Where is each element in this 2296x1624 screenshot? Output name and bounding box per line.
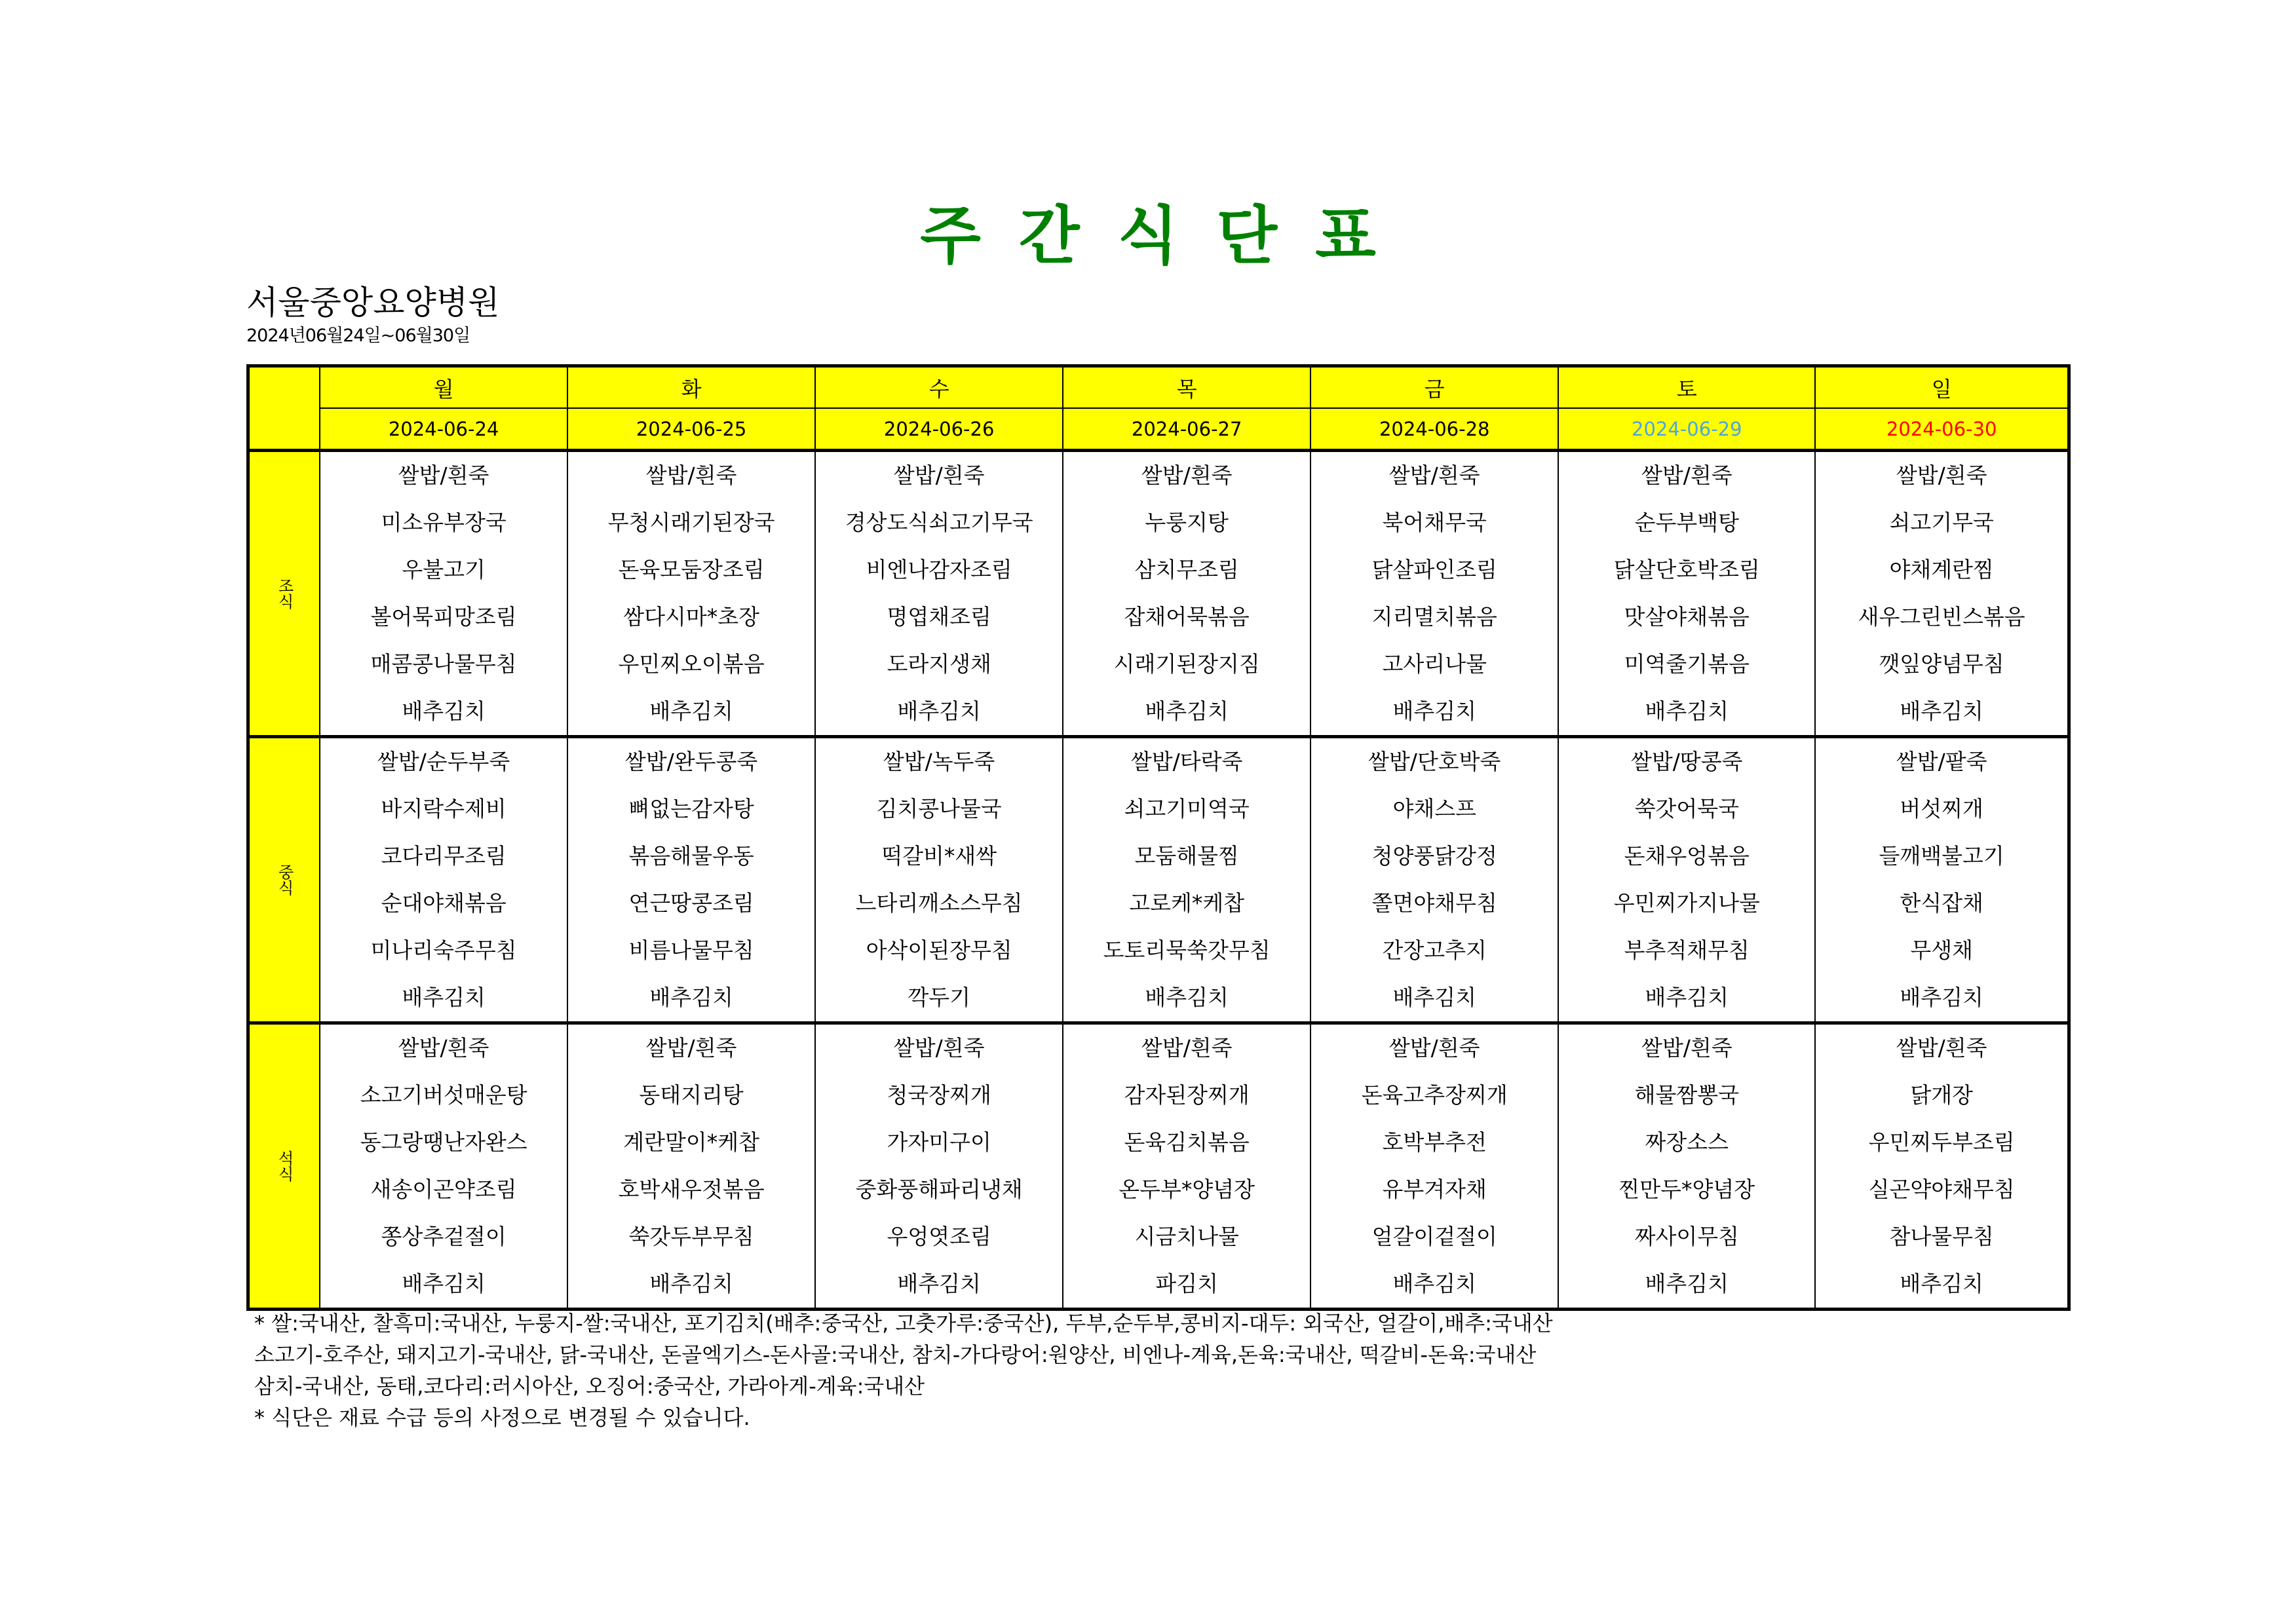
day-header-row xyxy=(248,366,2069,409)
dish-item: 볼어묵피망조림 xyxy=(370,604,517,630)
date-header-row xyxy=(248,408,2069,451)
dish-item: 명엽채조림 xyxy=(887,604,991,630)
dish-item: 배추김치 xyxy=(1145,698,1229,724)
meal-label: 중식 xyxy=(275,864,294,896)
dish-item: 연근땅콩조림 xyxy=(628,890,754,916)
dish-item: 동그랑땡난자완스 xyxy=(360,1129,527,1155)
dish-item: 미역줄기볶음 xyxy=(1624,651,1750,677)
menu-cell xyxy=(1558,451,1815,737)
dish-item: 파김치 xyxy=(1155,1271,1218,1296)
dish-item: 지리멸치볶음 xyxy=(1371,604,1497,630)
dish-item: 볶음해물우동 xyxy=(628,843,754,869)
dish-item: 호박새우젓볶음 xyxy=(618,1177,765,1202)
day-date-cell: 2024-06-28 xyxy=(1311,408,1558,451)
menu-cell xyxy=(815,1023,1063,1310)
menu-cell xyxy=(1063,737,1311,1023)
dish-item: 배추김치 xyxy=(1900,698,1983,724)
note-line: * 식단은 재료 수급 등의 사정으로 변경될 수 있습니다. xyxy=(254,1405,750,1430)
dish-item: 새송이곤약조림 xyxy=(370,1177,517,1202)
dish-item: 쫄면야채무침 xyxy=(1371,890,1497,916)
dish-item: 순대야채볶음 xyxy=(381,890,507,916)
dish-item: 배추김치 xyxy=(1392,985,1476,1010)
dish-item: 야채계란찜 xyxy=(1889,557,1994,582)
menu-cell xyxy=(1063,451,1311,737)
menu-cell xyxy=(815,451,1063,737)
dish-item: 맛살야채볶음 xyxy=(1624,604,1750,630)
dish-item: 실곤약야채무침 xyxy=(1868,1177,2015,1202)
dish-item: 쌀밥/흰죽 xyxy=(645,1035,737,1061)
meal-label: 조식 xyxy=(275,578,294,609)
notes xyxy=(254,1308,1553,1433)
day-name-cell: 일 xyxy=(1815,366,2069,409)
dish-item: 쌀밥/흰죽 xyxy=(398,463,489,488)
dish-item: 해물짬뽕국 xyxy=(1634,1082,1739,1108)
day-date-cell: 2024-06-25 xyxy=(567,408,815,451)
dish-item: 쌀밥/흰죽 xyxy=(1896,1035,1987,1061)
dish-item: 쌀밥/흰죽 xyxy=(1141,463,1233,488)
menu-cell xyxy=(567,737,815,1023)
dish-item: 쌀밥/흰죽 xyxy=(645,463,737,488)
meal-row xyxy=(248,451,2069,737)
dish-item: 모둠해물찜 xyxy=(1134,843,1239,869)
dish-item: 떡갈비*새싹 xyxy=(881,843,997,869)
dish-item: 도라지생채 xyxy=(887,651,991,677)
note-line: 삼치-국내산, 동태,코다리:러시아산, 오징어:중국산, 가라아게-계육:국내산 xyxy=(254,1374,925,1399)
note-line: * 쌀:국내산, 찰흑미:국내산, 누룽지-쌀:국내산, 포기김치(배추:중국산, 고춧가루:중국산), 두부,순두부,콩비지-대두: 외국산, 얼갈이,배추:국내산 xyxy=(254,1311,1553,1336)
dish-item: 짜사이무침 xyxy=(1634,1224,1739,1249)
menu-cell xyxy=(1815,451,2069,737)
dish-item: 북어채무국 xyxy=(1382,510,1487,535)
dish-item: 쇠고기무국 xyxy=(1889,510,1994,535)
dish-item: 새우그린빈스볶음 xyxy=(1858,604,2025,630)
dish-item: 미소유부장국 xyxy=(381,510,507,535)
meal-row xyxy=(248,737,2069,1023)
dish-item: 배추김치 xyxy=(1392,1271,1476,1296)
day-name-cell: 토 xyxy=(1558,366,1815,409)
dish-item: 중화풍해파리냉채 xyxy=(855,1177,1023,1202)
dish-item: 찐만두*양념장 xyxy=(1618,1177,1755,1202)
dish-item: 쌀밥/타락죽 xyxy=(1130,749,1243,774)
dish-item: 쌀밥/땅콩죽 xyxy=(1631,749,1743,774)
dish-item: 우엉엿조림 xyxy=(887,1224,991,1249)
day-date-cell: 2024-06-26 xyxy=(815,408,1063,451)
dish-item: 쌀밥/흰죽 xyxy=(1388,463,1480,488)
dish-item: 코다리무조림 xyxy=(381,843,507,869)
menu-cell xyxy=(1311,737,1558,1023)
dish-item: 닭개장 xyxy=(1910,1082,1973,1108)
dish-item: 배추김치 xyxy=(897,1271,981,1296)
dish-item: 배추김치 xyxy=(1645,698,1729,724)
menu-cell xyxy=(320,451,567,737)
dish-item: 쌀밥/흰죽 xyxy=(893,463,985,488)
dish-item: 배추김치 xyxy=(1392,698,1476,724)
dish-item: 얼갈이겉절이 xyxy=(1371,1224,1497,1249)
menu-period: 2024년06월24일~06월30일 xyxy=(246,326,470,346)
dish-item: 순두부백탕 xyxy=(1634,510,1739,535)
meal-row xyxy=(248,1023,2069,1310)
day-name-cell: 수 xyxy=(815,366,1063,409)
dish-item: 배추김치 xyxy=(1900,1271,1983,1296)
dish-item: 시래기된장지짐 xyxy=(1113,651,1260,677)
dish-item: 도토리묵쑥갓무침 xyxy=(1103,937,1271,963)
dish-item: 야채스프 xyxy=(1392,796,1476,821)
dish-item: 느타리깨소스무침 xyxy=(855,890,1023,916)
day-name-cell: 월 xyxy=(320,366,567,409)
dish-item: 돈채우엉볶음 xyxy=(1624,843,1750,869)
dish-item: 돈육김치볶음 xyxy=(1124,1129,1250,1155)
dish-item: 호박부추전 xyxy=(1382,1129,1487,1155)
dish-item: 김치콩나물국 xyxy=(876,796,1002,821)
dish-item: 배추김치 xyxy=(649,985,733,1010)
dish-item: 쌀밥/단호박죽 xyxy=(1368,749,1501,774)
meal-label-cell xyxy=(248,737,320,1023)
dish-item: 시금치나물 xyxy=(1134,1224,1239,1249)
dish-item: 배추김치 xyxy=(402,985,486,1010)
dish-item: 참나물무침 xyxy=(1889,1224,1994,1249)
page-title: 주간식단표 xyxy=(920,199,1414,273)
menu-cell xyxy=(567,451,815,737)
dish-item: 쌀밥/흰죽 xyxy=(893,1035,985,1061)
dish-item: 버섯찌개 xyxy=(1900,796,1983,821)
dish-item: 가자미구이 xyxy=(887,1129,991,1155)
dish-item: 삼치무조림 xyxy=(1134,557,1239,582)
dish-item: 닭살단호박조림 xyxy=(1613,557,1760,582)
dish-item: 쌀밥/팥죽 xyxy=(1896,749,1987,774)
dish-item: 간장고추지 xyxy=(1382,937,1487,963)
dish-item: 돈육고추장찌개 xyxy=(1361,1082,1508,1108)
dish-item: 아삭이된장무침 xyxy=(866,937,1012,963)
menu-cell xyxy=(1311,451,1558,737)
meal-label-cell xyxy=(248,1023,320,1310)
dish-item: 쌀밥/흰죽 xyxy=(398,1035,489,1061)
dish-item: 들깨백불고기 xyxy=(1879,843,2004,869)
dish-item: 배추김치 xyxy=(402,698,486,724)
dish-item: 잡채어묵볶음 xyxy=(1124,604,1250,630)
menu-cell xyxy=(1815,737,2069,1023)
dish-item: 온두부*양념장 xyxy=(1119,1177,1255,1202)
dish-item: 바지락수제비 xyxy=(381,796,507,821)
dish-item: 깻잎양념무침 xyxy=(1879,651,2004,677)
dish-item: 배추김치 xyxy=(1900,985,1983,1010)
dish-item: 쌀밥/순두부죽 xyxy=(377,749,510,774)
dish-item: 배추김치 xyxy=(897,698,981,724)
dish-item: 계란말이*케찹 xyxy=(623,1129,760,1155)
dish-item: 쌀밥/흰죽 xyxy=(1141,1035,1233,1061)
menu-cell xyxy=(1815,1023,2069,1310)
dish-item: 우불고기 xyxy=(402,557,486,582)
day-date-cell: 2024-06-29 xyxy=(1558,408,1815,451)
dish-item: 배추김치 xyxy=(1645,985,1729,1010)
weekly-menu-table xyxy=(246,364,2071,1311)
dish-item: 부추적채무침 xyxy=(1624,937,1750,963)
meal-label: 석식 xyxy=(275,1150,294,1182)
dish-item: 소고기버섯매운탕 xyxy=(360,1082,527,1108)
dish-item: 우민찌오이볶음 xyxy=(618,651,765,677)
dish-item: 청양풍닭강정 xyxy=(1371,843,1497,869)
dish-item: 무청시래기된장국 xyxy=(607,510,775,535)
header-corner xyxy=(248,366,320,451)
menu-cell xyxy=(320,1023,567,1310)
dish-item: 쑥갓두부무침 xyxy=(628,1224,754,1249)
dish-item: 배추김치 xyxy=(649,698,733,724)
dish-item: 닭살파인조림 xyxy=(1371,557,1497,582)
dish-item: 동태지리탕 xyxy=(639,1082,744,1108)
menu-cell xyxy=(1311,1023,1558,1310)
dish-item: 미나리숙주무침 xyxy=(370,937,517,963)
menu-cell xyxy=(1063,1023,1311,1310)
menu-cell xyxy=(320,737,567,1023)
dish-item: 한식잡채 xyxy=(1900,890,1983,916)
day-date-cell: 2024-06-30 xyxy=(1815,408,2069,451)
dish-item: 쌀밥/완두콩죽 xyxy=(624,749,758,774)
dish-item: 돈육모둠장조림 xyxy=(618,557,765,582)
dish-item: 쑥갓어묵국 xyxy=(1634,796,1739,821)
meal-label-cell xyxy=(248,451,320,737)
dish-item: 경상도식쇠고기무국 xyxy=(845,510,1033,535)
menu-cell xyxy=(1558,737,1815,1023)
dish-item: 쌈다시마*초장 xyxy=(623,604,760,630)
dish-item: 쌀밥/흰죽 xyxy=(1641,463,1732,488)
menu-cell xyxy=(815,737,1063,1023)
day-name-cell: 금 xyxy=(1311,366,1558,409)
dish-item: 무생채 xyxy=(1910,937,1973,963)
dish-item: 뼈없는감자탕 xyxy=(628,796,754,821)
dish-item: 쇠고기미역국 xyxy=(1124,796,1250,821)
dish-item: 쫑상추겉절이 xyxy=(381,1224,507,1249)
dish-item: 배추김치 xyxy=(1145,985,1229,1010)
dish-item: 유부겨자채 xyxy=(1382,1177,1487,1202)
dish-item: 짜장소스 xyxy=(1645,1129,1729,1155)
menu-cell xyxy=(567,1023,815,1310)
dish-item: 쌀밥/녹두죽 xyxy=(883,749,995,774)
hospital-name: 서울중앙요양병원 xyxy=(246,284,500,322)
dish-item: 고로케*케찹 xyxy=(1129,890,1245,916)
dish-item: 배추김치 xyxy=(649,1271,733,1296)
day-date-cell: 2024-06-24 xyxy=(320,408,567,451)
dish-item: 우민찌두부조림 xyxy=(1868,1129,2015,1155)
day-name-cell: 화 xyxy=(567,366,815,409)
dish-item: 깍두기 xyxy=(908,985,970,1010)
dish-item: 청국장찌개 xyxy=(887,1082,991,1108)
dish-item: 배추김치 xyxy=(1645,1271,1729,1296)
dish-item: 배추김치 xyxy=(402,1271,486,1296)
dish-item: 쌀밥/흰죽 xyxy=(1641,1035,1732,1061)
dish-item: 고사리나물 xyxy=(1382,651,1487,677)
day-name-cell: 목 xyxy=(1063,366,1311,409)
dish-item: 우민찌가지나물 xyxy=(1613,890,1760,916)
dish-item: 매콤콩나물무침 xyxy=(370,651,517,677)
dish-item: 감자된장찌개 xyxy=(1124,1082,1250,1108)
dish-item: 비름나물무침 xyxy=(628,937,754,963)
dish-item: 쌀밥/흰죽 xyxy=(1388,1035,1480,1061)
dish-item: 누룽지탕 xyxy=(1145,510,1229,535)
dish-item: 비엔나감자조림 xyxy=(866,557,1012,582)
day-date-cell: 2024-06-27 xyxy=(1063,408,1311,451)
menu-cell xyxy=(1558,1023,1815,1310)
dish-item: 쌀밥/흰죽 xyxy=(1896,463,1987,488)
note-line: 소고기-호주산, 돼지고기-국내산, 닭-국내산, 돈골엑기스-돈사골:국내산, 참치-가다랑어:원양산, 비엔나-계육,돈육:국내산, 떡갈비-돈육:국내산 xyxy=(254,1342,1537,1367)
